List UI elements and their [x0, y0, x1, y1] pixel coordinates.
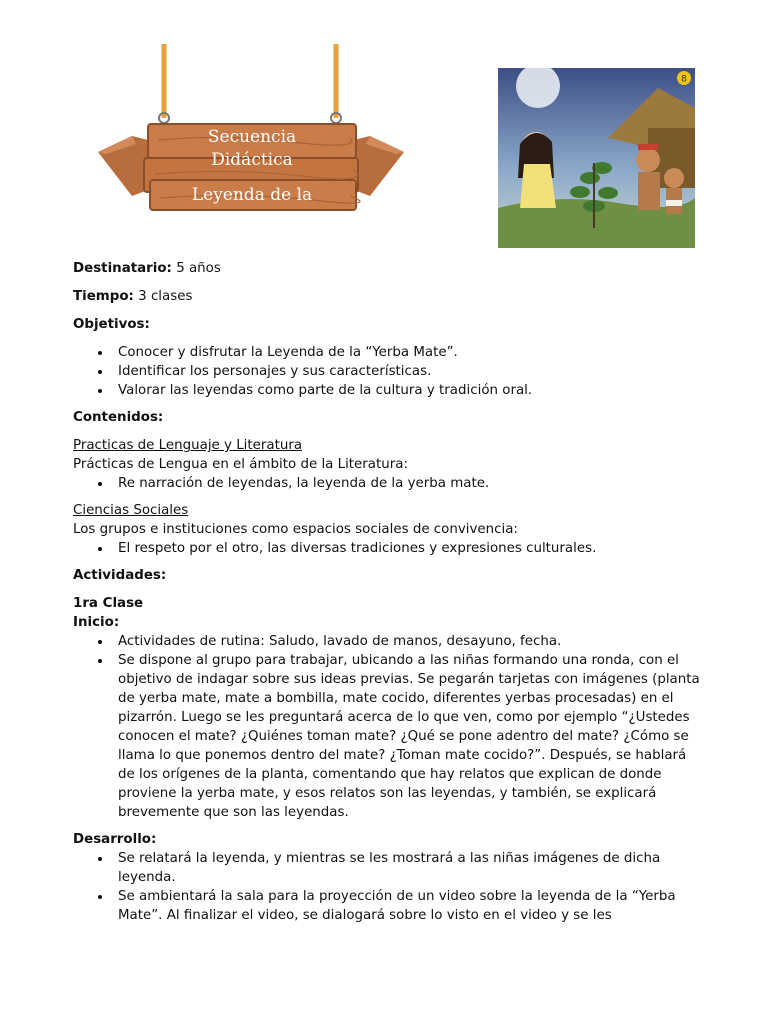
inicio-list: [73, 632, 703, 822]
clase-1-heading: 1ra Clase: [73, 596, 144, 611]
sociales-item: El respeto por el otro, las diversas tradiciones y expresiones culturales.: [73, 539, 703, 558]
inicio-item: Actividades de rutina: Saludo, lavado de manos, desayuno, fecha.: [73, 632, 703, 651]
objetivo-item: Valorar las leyendas como parte de la cultura y tradición oral.: [73, 381, 703, 400]
destinatario-line: [73, 259, 703, 278]
tiempo-line: [73, 287, 703, 306]
legend-illustration: [498, 68, 695, 248]
tiempo-label: Tiempo:: [73, 289, 134, 304]
desarrollo-heading: Desarrollo:: [73, 832, 157, 847]
title-banner: [92, 40, 410, 230]
contenidos-heading: Contenidos:: [73, 410, 164, 425]
actividades-heading: Actividades:: [73, 568, 167, 583]
objetivos-list: [73, 343, 703, 400]
lengua-item: Re narración de leyendas, la leyenda de la yerba mate.: [73, 474, 703, 493]
sociales-heading: Ciencias Sociales: [73, 503, 189, 518]
desarrollo-item: Se relatará la leyenda, y mientras se les mostrará a las niñas imágenes de dicha leyenda.: [73, 849, 703, 887]
destinatario-value: 5 años: [176, 261, 221, 276]
banner-line-3: Leyenda de la: [191, 185, 313, 205]
page-badge: 8: [681, 74, 687, 85]
lengua-heading: Practicas de Lenguaje y Literatura: [73, 438, 303, 453]
tiempo-value: 3 clases: [138, 289, 193, 304]
destinatario-label: Destinatario:: [73, 261, 172, 276]
sociales-list: [73, 539, 703, 558]
inicio-item: Se dispone al grupo para trabajar, ubicando a las niñas formando una ronda, con el objetivo de indagar sobre sus ideas previas. Se pegarán tarjetas con imágenes (planta de yerba mate, mate a bombilla, mate cocido, diferentes yerbas procesadas) en el pizarrón. Luego se les preguntará acerca de lo que ven, como por ejemplo “¿Ustedes conocen el mate? ¿Quiénes toman mate? ¿Qué se pone adentro del mate? ¿Cómo se llama lo que ponemos dentro del mate? ¿Toman mate cocido?”. Después, se hablará de los orígenes de la planta, comentando que hay relatos que explican de donde proviene la yerba mate, y esos relatos son las leyendas, y también, se explicará brevemente que son las leyendas.: [73, 651, 703, 822]
desarrollo-item: Se ambientará la sala para la proyección de un video sobre la leyenda de la “Yerba Mate”. Al finalizar el video, se dialogará sobre lo visto en el video y se les: [73, 887, 703, 925]
banner-line-1: Secuencia: [207, 127, 297, 147]
objetivo-item: Conocer y disfrutar la Leyenda de la “Yerba Mate”.: [73, 343, 703, 362]
document-body: [73, 259, 703, 925]
inicio-heading: Inicio:: [73, 615, 120, 630]
objetivos-heading: Objetivos:: [73, 317, 150, 332]
lengua-list: [73, 474, 703, 493]
lengua-subheading: Prácticas de Lengua en el ámbito de la Literatura:: [73, 457, 408, 472]
sociales-subheading: Los grupos e instituciones como espacios sociales de convivencia:: [73, 522, 518, 537]
banner-line-2: Didáctica: [211, 150, 293, 170]
desarrollo-list: [73, 849, 703, 925]
objetivo-item: Identificar los personajes y sus características.: [73, 362, 703, 381]
